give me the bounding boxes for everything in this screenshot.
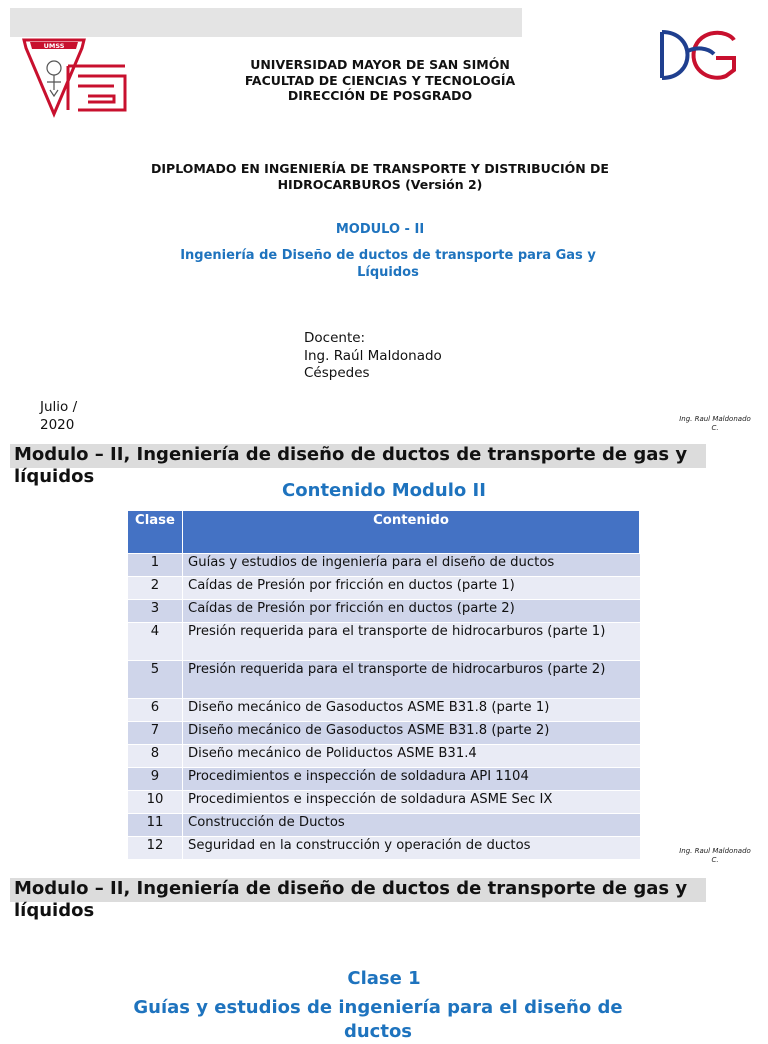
content-slide: [0, 440, 768, 872]
class-number: 8: [128, 745, 183, 768]
column-header-content: Contenido: [183, 511, 640, 554]
class-topic: Presión requerida para el transporte de hidrocarburos (parte 1): [183, 623, 640, 661]
class-number: 4: [128, 623, 183, 661]
top-bar: [10, 8, 522, 37]
class-topic: Procedimientos e inspección de soldadura ASME Sec IX: [183, 791, 640, 814]
class-topic: Construcción de Ductos: [183, 814, 640, 837]
class-topic: Diseño mecánico de Gasoductos ASME B31.8 (parte 2): [183, 722, 640, 745]
class-number: 7: [128, 722, 183, 745]
table-row: [128, 623, 640, 661]
class-number: 9: [128, 768, 183, 791]
table-row: [128, 745, 640, 768]
institution-block: [180, 57, 580, 104]
module-label: MODULO - II: [335, 222, 425, 237]
table-row: [128, 814, 640, 837]
class-topic: Guías y estudios de ingeniería para el diseño de ductos: [183, 554, 640, 577]
class-number: 11: [128, 814, 183, 837]
class-topic: Diseño mecánico de Gasoductos ASME B31.8 (parte 1): [183, 699, 640, 722]
class-topic: Procedimientos e inspección de soldadura API 1104: [183, 768, 640, 791]
umss-logo: [22, 38, 128, 118]
class-topic: Caídas de Presión por fricción en ductos (parte 1): [183, 577, 640, 600]
class-topic: Diseño mecánico de Poliductos ASME B31.4: [183, 745, 640, 768]
date-label: Julio / 2020: [40, 399, 78, 433]
class-number: 1: [128, 554, 183, 577]
class-number: 12: [128, 837, 183, 860]
table-row: [128, 577, 640, 600]
class-subtitle: Guías y estudios de ingeniería para el diseño de ductos: [133, 997, 623, 1042]
dg-logo: [656, 26, 742, 84]
column-header-class: Clase: [128, 511, 183, 554]
class-number: 5: [128, 661, 183, 699]
table-row: [128, 600, 640, 623]
module-title: Ingeniería de Diseño de ductos de transporte para Gas y Líquidos: [180, 248, 596, 280]
class-number: 3: [128, 600, 183, 623]
class-topic: Caídas de Presión por fricción en ductos (parte 2): [183, 600, 640, 623]
class-title: Clase 1: [347, 968, 421, 989]
class-number: 2: [128, 577, 183, 600]
author-signature: Ing. Raul Maldonado C.: [679, 415, 751, 432]
slide-header: Modulo – II, Ingeniería de diseño de ductos de transporte de gas y líquidos: [14, 878, 688, 921]
class-topic: Seguridad en la construcción y operación de ductos: [183, 837, 640, 860]
university-name: UNIVERSIDAD MAYOR DE SAN SIMÓN: [250, 57, 510, 72]
content-title: Contenido Modulo II: [282, 480, 486, 501]
content-table: [128, 511, 640, 859]
class-number: 10: [128, 791, 183, 814]
author-signature: Ing. Raul Maldonado C.: [679, 847, 751, 864]
teacher-info: Docente: Ing. Raúl Maldonado Céspedes: [304, 330, 442, 381]
diploma-title: DIPLOMADO EN INGENIERÍA DE TRANSPORTE Y DISTRIBUCIÓN DE HIDROCARBUROS (Versión 2): [151, 161, 609, 192]
table-row: [128, 791, 640, 814]
table-row: [128, 661, 640, 699]
table-row: [128, 768, 640, 791]
class-topic: Presión requerida para el transporte de hidrocarburos (parte 2): [183, 661, 640, 699]
slide-header: Modulo – II, Ingeniería de diseño de ductos de transporte de gas y líquidos: [14, 444, 688, 487]
umss-logo-text: UMSS: [43, 42, 65, 50]
table-row: [128, 837, 640, 860]
class-slide: [0, 872, 768, 1042]
table-row: [128, 722, 640, 745]
title-slide: [0, 0, 768, 440]
class-number: 6: [128, 699, 183, 722]
table-row: [128, 554, 640, 577]
faculty-name: FACULTAD DE CIENCIAS Y TECNOLOGÍA: [244, 72, 516, 88]
table-header-row: [128, 511, 640, 554]
table-row: [128, 699, 640, 722]
direction-name: DIRECCIÓN DE POSGRADO: [287, 88, 473, 103]
